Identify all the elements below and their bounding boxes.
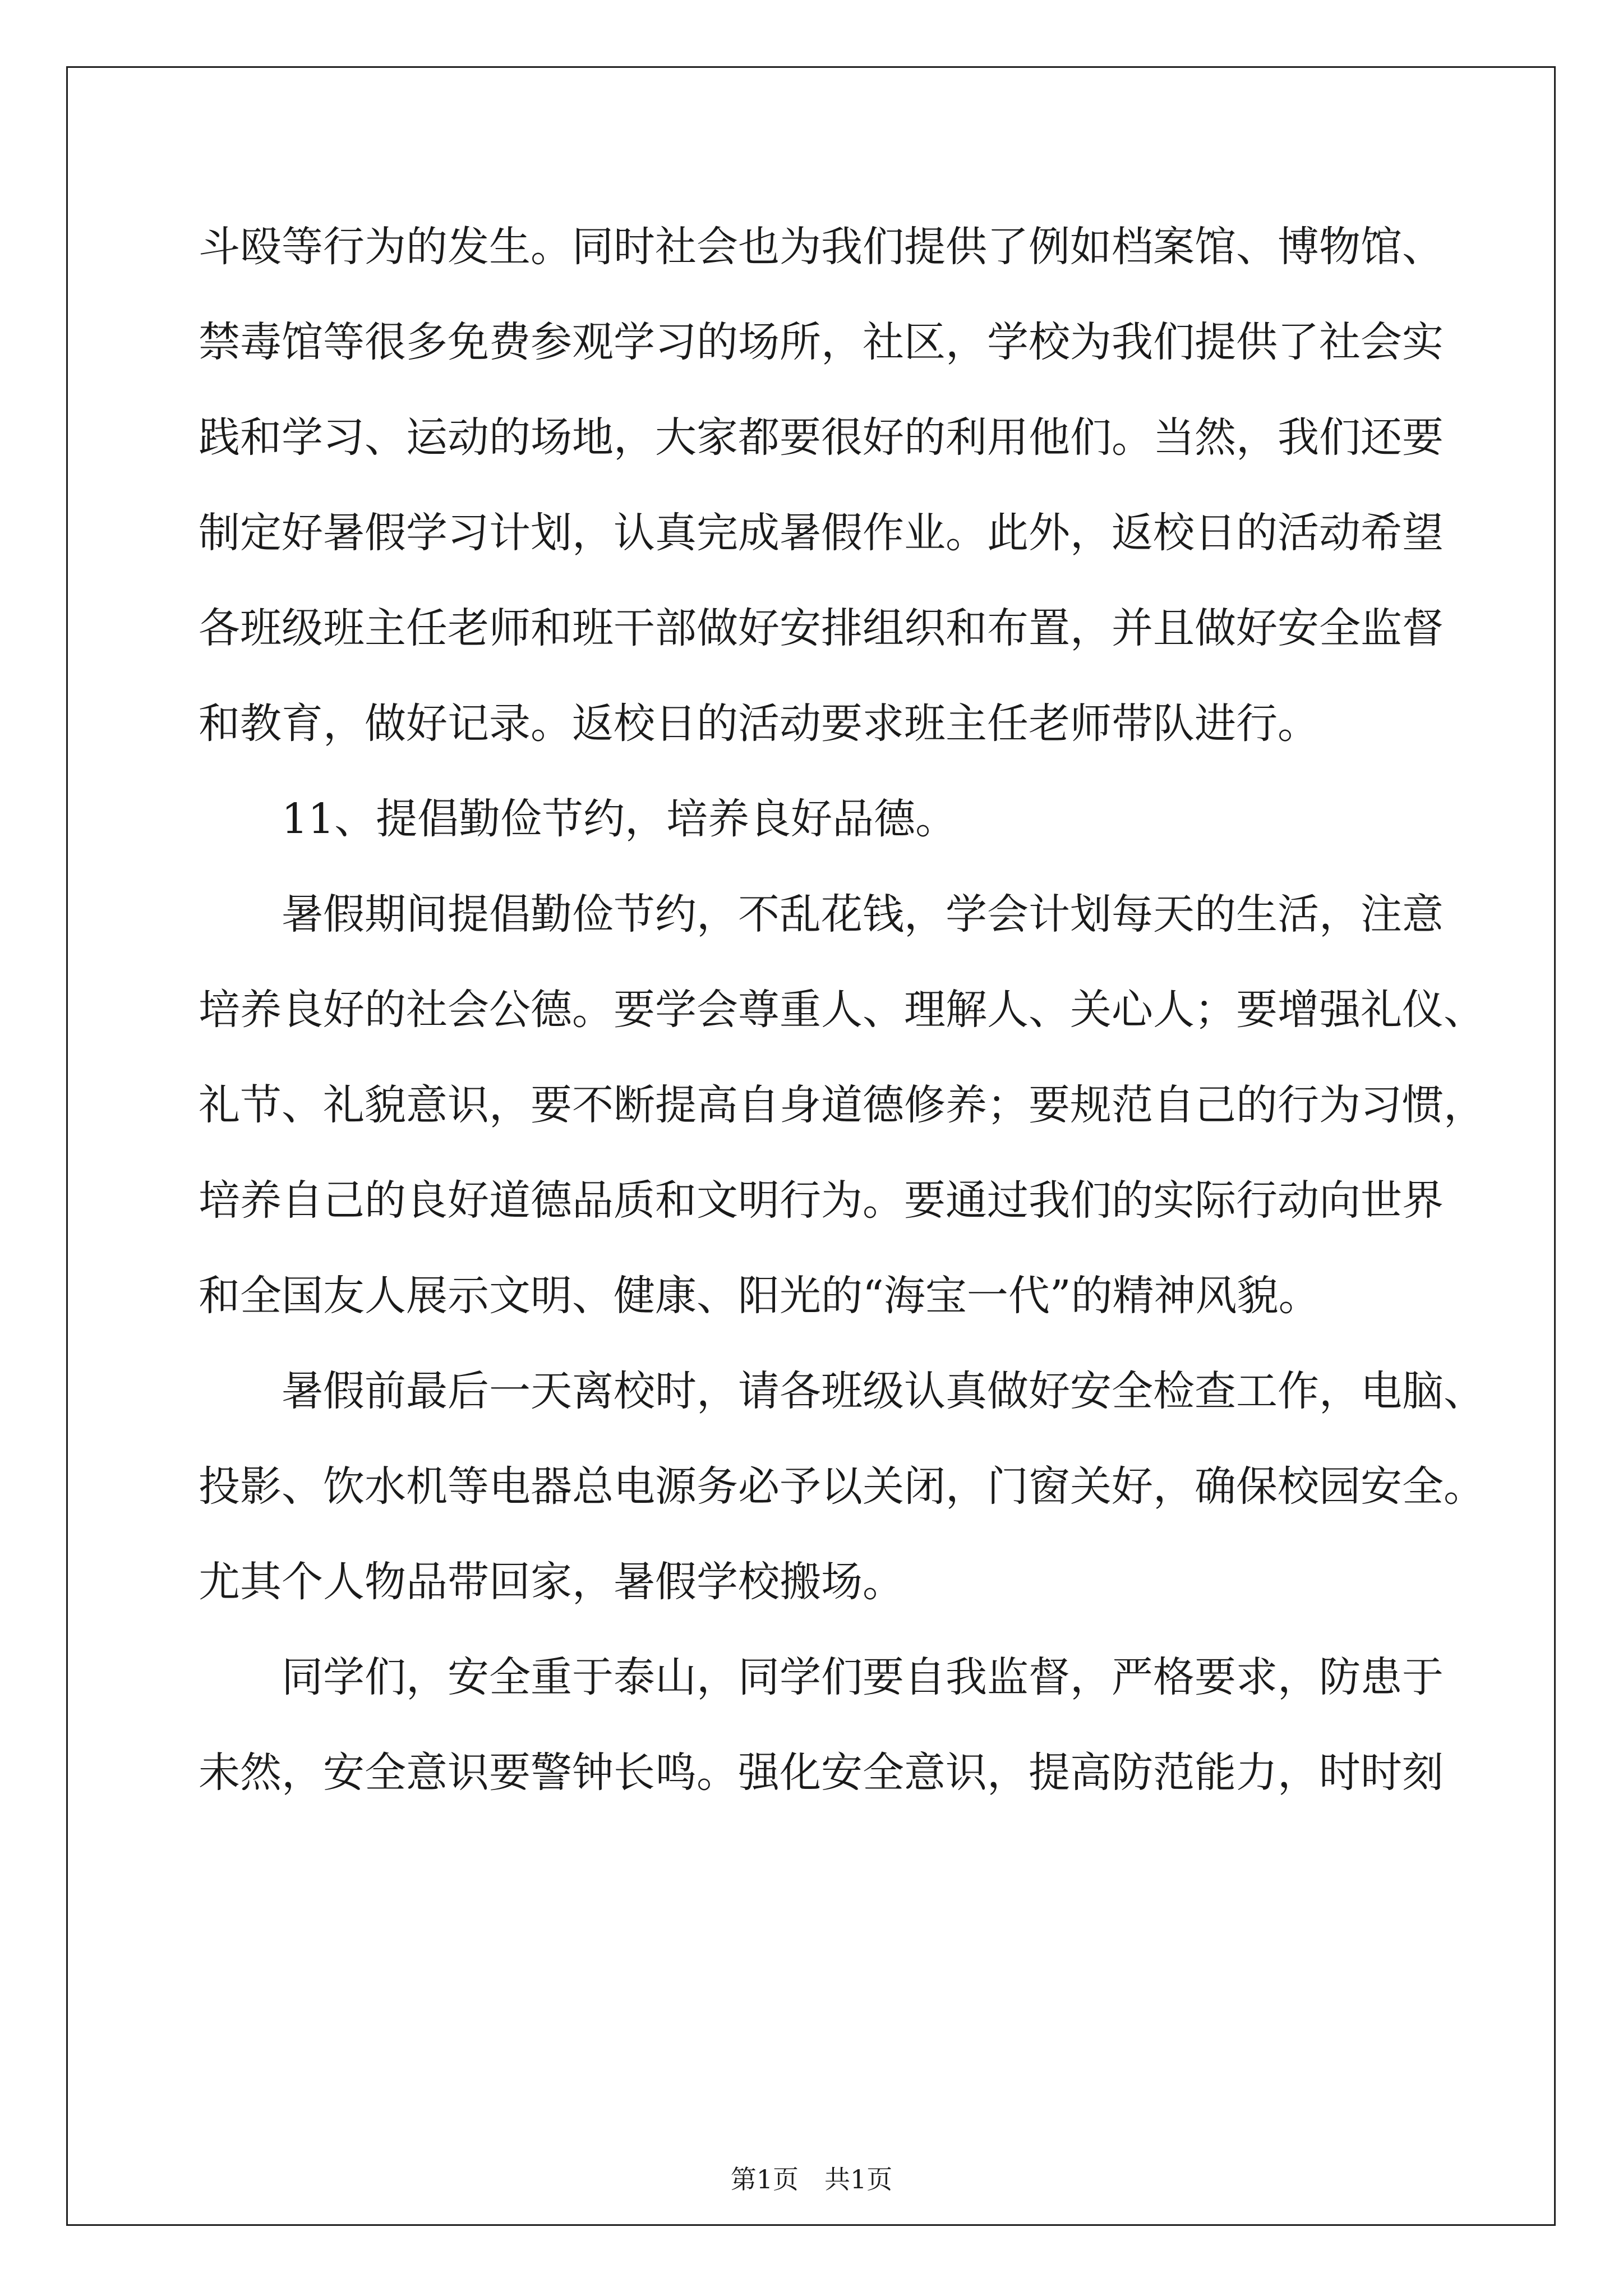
section-heading: 11、提倡勤俭节约，培养良好品德。 xyxy=(282,795,957,843)
body-line: 尤其个人物品带回家，暑假学校搬场。 xyxy=(199,1558,904,1606)
body-line: 禁毒馆等很多免费参观学习的场所，社区，学校为我们提供了社会实 xyxy=(199,318,1444,366)
body-line: 践和学习、运动的场地，大家都要很好的利用他们。当然，我们还要 xyxy=(199,413,1444,462)
body-line: 暑假期间提倡勤俭节约，不乱花钱，学会计划每天的生活，注意 xyxy=(282,890,1444,938)
page-number-footer: 第1页 共1页 xyxy=(730,2164,893,2194)
body-line: 暑假前最后一天离校时，请各班级认真做好安全检查工作，电脑、 xyxy=(282,1367,1485,1415)
body-line: 斗殴等行为的发生。同时社会也为我们提供了例如档案馆、博物馆、 xyxy=(199,223,1444,271)
body-line: 各班级班主任老师和班干部做好安排组织和布置，并且做好安全监督 xyxy=(199,604,1444,652)
body-line: 和教育，做好记录。返校日的活动要求班主任老师带队进行。 xyxy=(199,700,1319,748)
body-line: 和全国友人展示文明、健康、阳光的“海宝一代”的精神风貌。 xyxy=(199,1272,1320,1320)
document-body xyxy=(199,199,1485,1820)
body-line: 培养良好的社会公德。要学会尊重人、理解人、关心人；要增强礼仪、 xyxy=(199,986,1485,1034)
body-line: 同学们，安全重于泰山，同学们要自我监督，严格要求，防患于 xyxy=(282,1653,1444,1701)
body-line: 礼节、礼貌意识，要不断提高自身道德修养；要规范自己的行为习惯， xyxy=(199,1081,1485,1129)
body-line: 培养自己的良好道德品质和文明行为。要通过我们的实际行动向世界 xyxy=(199,1176,1444,1225)
body-line: 投影、饮水机等电器总电源务必予以关闭，门窗关好，确保校园安全。 xyxy=(199,1462,1485,1511)
body-line: 未然，安全意识要警钟长鸣。强化安全意识，提高防范能力，时时刻 xyxy=(199,1749,1444,1797)
body-line: 制定好暑假学习计划，认真完成暑假作业。此外，返校日的活动希望 xyxy=(199,509,1444,557)
